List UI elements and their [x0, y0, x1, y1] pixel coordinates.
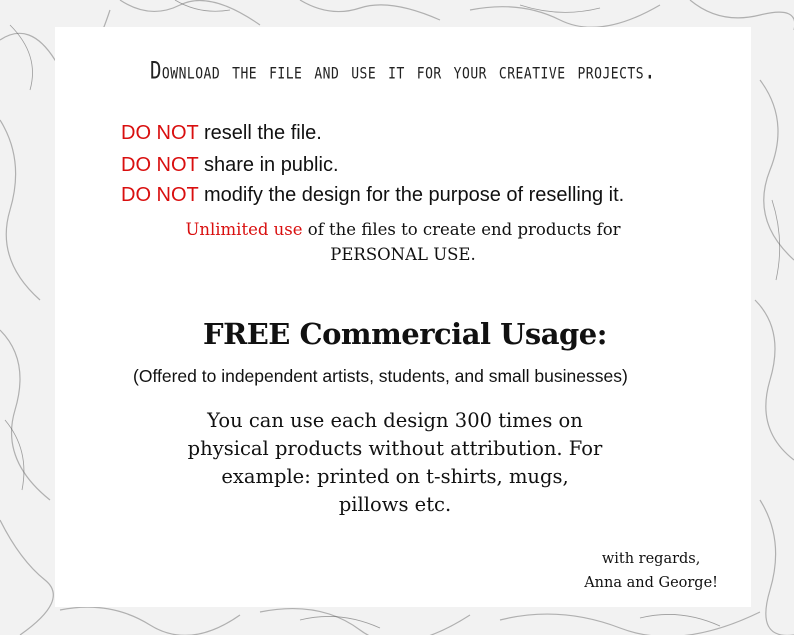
- signoff-line-2: Anna and George!: [584, 575, 718, 591]
- notice-card: [55, 27, 751, 607]
- commercial-title: FREE Commercial Usage:: [203, 317, 607, 351]
- signoff-line-1: with regards,: [601, 551, 701, 567]
- rule-line-3: [121, 183, 624, 207]
- rule-line-1: [121, 121, 322, 145]
- body-line: physical products without attribution. For: [187, 437, 603, 460]
- rule-prefix: DO NOT: [121, 184, 199, 206]
- rule-text: modify the design for the purpose of reselling it.: [198, 184, 625, 206]
- body-line: pillows etc.: [338, 493, 452, 516]
- rule-line-2: [121, 153, 339, 177]
- rule-prefix: DO NOT: [121, 154, 199, 176]
- commercial-body: [145, 407, 645, 519]
- unlimited-use-note: [55, 217, 751, 267]
- body-line: You can use each design 300 times on: [207, 409, 583, 432]
- rule-prefix: DO NOT: [121, 122, 199, 144]
- header-text: Download the file and use it for your creative projects.: [149, 57, 657, 85]
- commercial-subtitle: (Offered to independent artists, students, and small businesses): [133, 366, 628, 386]
- unlimited-text: of the files to create end products for: [302, 220, 621, 239]
- personal-use-text: PERSONAL USE.: [330, 245, 476, 264]
- signoff: [584, 547, 718, 595]
- rule-text: resell the file.: [198, 122, 322, 144]
- unlimited-highlight: Unlimited use: [185, 220, 303, 239]
- rule-text: share in public.: [198, 154, 339, 176]
- body-line: example: printed on t-shirts, mugs,: [221, 465, 569, 488]
